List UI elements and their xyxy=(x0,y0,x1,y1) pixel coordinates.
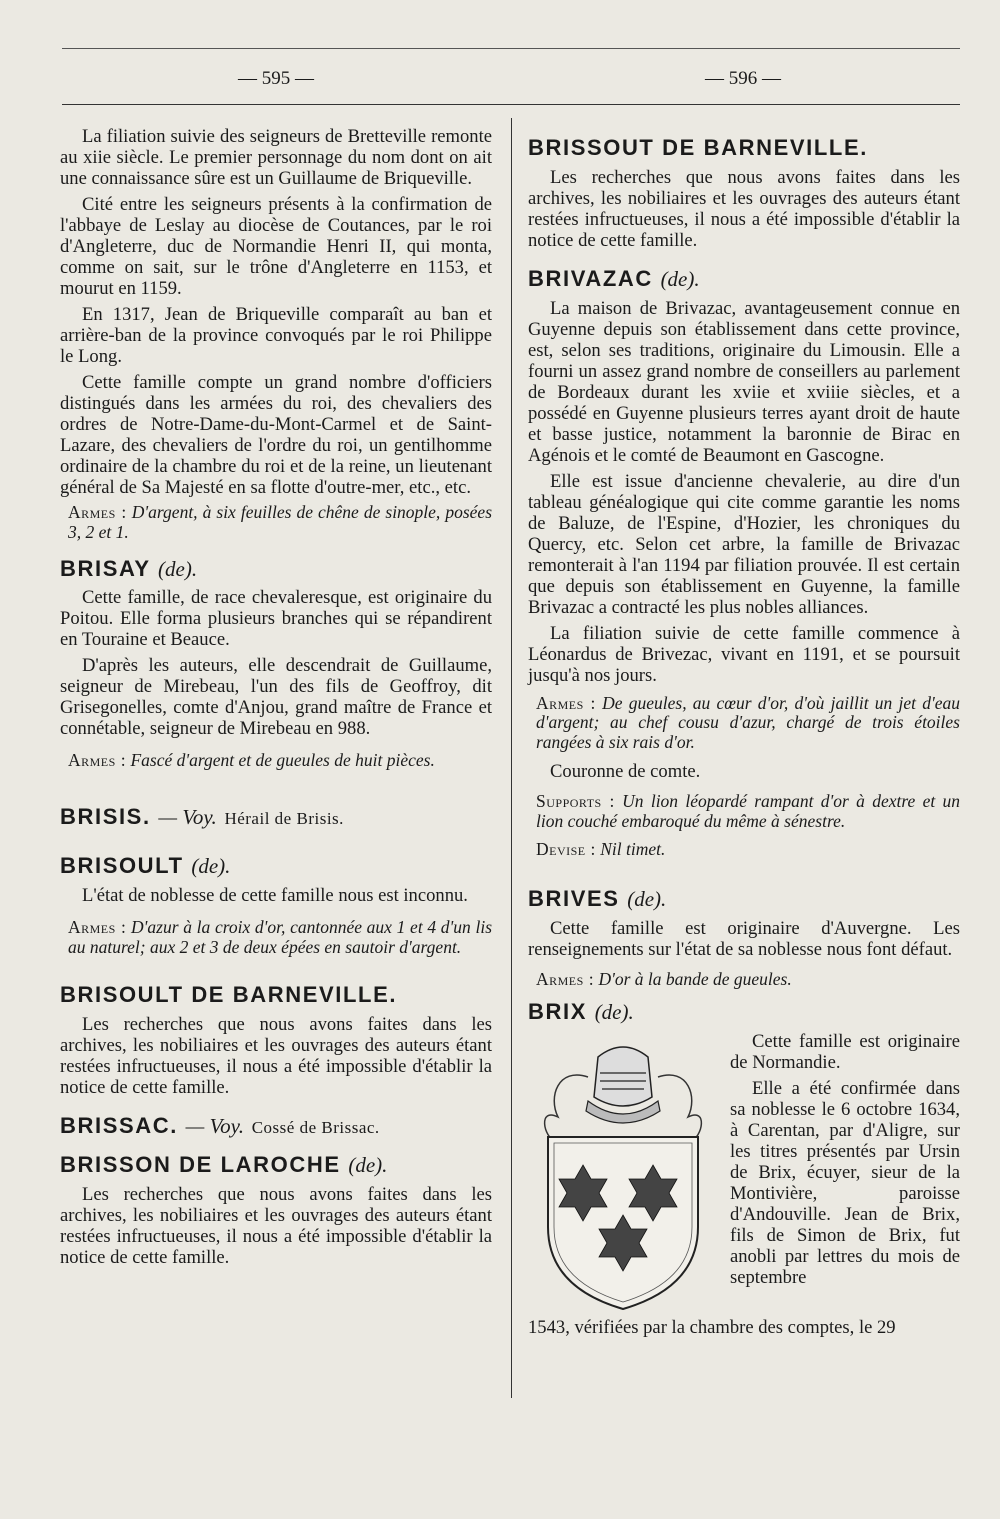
arms-label: Armes : xyxy=(68,916,127,937)
paragraph: Cette famille, de race chevaleresque, est originaire du Poitou. Elle forma plusieurs branches qui se répandirent en Touraine et Beauce. xyxy=(60,587,492,651)
entry-heading-brissac: BRISSAC. — Voy. Cossé de Brissac. xyxy=(60,1113,380,1139)
paragraph: La maison de Brivazac, avantageusement connue en Guyenne depuis son établissement dans cette province, est, selon ses traditions, originaire du Limousin. Elle a fourni un assez grand nombre de conseillers au parlement de Bordeaux durant les xviie et xviiie siècles, et a possédé en Guyenne plusieurs terres ayant droit de haute et basse justice, notamment la baronnie de Birac en Agénois et le comté de Beaumont en Gascogne. xyxy=(528,297,960,466)
paragraph: L'état de noblesse de cette famille nous est inconnu. xyxy=(82,884,468,906)
paragraph: Cette famille compte un grand nombre d'officiers distingués dans les armées du roi, des chevaliers des ordres de Notre-Dame-du-Mont-Carmel et de Saint-Lazare, des chevaliers de l'ordre du roi, un gentilhomme ordinaire de la chambre du roi et de la reine, un lieutenant général de Sa Majesté en sa flotte d'outre-mer, etc., etc. xyxy=(60,372,492,498)
arms-text: D'azur à la croix d'or, cantonnée aux 1 et 4 d'un lis au naturel; aux 2 et 3 de deux épées en sautoir d'argent. xyxy=(68,916,493,957)
page-number-right: — 596 — xyxy=(705,68,781,89)
paragraph: Cité entre les seigneurs présents à la confirmation de l'abbaye de Leslay au diocèse de Coutances, par le roi d'Angleterre, duc de Normandie Henri II, qui monta, comme on sait, sur le trône d'Angleterre en 1153, et mourut en 1159. xyxy=(60,194,492,299)
arms-text: De gueules, au cœur d'or, d'où jaillit un jet d'eau d'argent; au chef cousu d'azur, chargé de trois étoiles rangées à six rais d'or. xyxy=(536,692,960,753)
entry-heading-brix: BRIX (de). xyxy=(528,998,634,1024)
entry-heading-brives: BRIVES (de). xyxy=(528,886,667,912)
arms-line xyxy=(528,694,960,753)
paragraph: Les recherches que nous avons faites dans les archives, les nobiliaires et les ouvrages des auteurs étant restées infructueuses, il nous a été impossible d'établir la notice de cette famille. xyxy=(60,1183,492,1268)
arms-line xyxy=(60,918,492,958)
header-rule xyxy=(62,104,960,105)
arms-line xyxy=(60,751,492,771)
entry-heading-brissout: BRISSOUT DE BARNEVILLE. xyxy=(528,135,868,160)
motto-label: Devise : xyxy=(536,838,596,859)
entry-heading-brisson: BRISSON DE LAROCHE (de). xyxy=(60,1152,388,1178)
motto-text: Nil timet. xyxy=(600,838,666,859)
entry-heading-brisay: BRISAY (de). xyxy=(60,555,198,581)
entry-heading-brisoult: BRISOULT (de). xyxy=(60,853,231,879)
paragraph: Cette famille est originaire d'Auvergne. Les renseignements sur l'état de sa noblesse nous font défaut. xyxy=(528,918,960,961)
arms-line xyxy=(60,503,492,543)
supports-text: Un lion léopardé rampant d'or à dextre et un lion couché embaroqué du même à sénestre. xyxy=(536,791,960,831)
arms-label: Armes : xyxy=(536,692,596,713)
paragraph: Cette famille est originaire de Normandie. xyxy=(730,1030,960,1073)
arms-text: Fascé d'argent et de gueules de huit pièces. xyxy=(130,750,435,771)
motto-line xyxy=(528,840,960,860)
paragraph: Les recherches que nous avons faites dans les archives, les nobiliaires et les ouvrages des auteurs étant restées infructueuses, il nous a été impossible d'établir la notice de cette famille. xyxy=(60,1014,492,1099)
supports-line xyxy=(528,792,960,832)
paragraph: La filiation suivie de cette famille commence à Léonardus de Brivezac, vivant en 1191, et se poursuit jusqu'à nos jours. xyxy=(528,622,960,686)
brix-entry xyxy=(528,1031,960,1343)
arms-line xyxy=(528,970,960,990)
arms-label: Armes : xyxy=(536,969,595,990)
supports-label: Supports : xyxy=(536,791,615,812)
top-rule xyxy=(62,48,960,49)
column-divider xyxy=(511,118,512,1398)
paragraph: Elle a été confirmée dans sa noblesse le 6 octobre 1634, à Carentan, par d'Aligre, sur les titres présentés par Ursin de Brix, écuyer, sieur de la Montivière, paroisse d'Andouville. Jean de Brix, fils de Simon de Brix, fut anobli par lettres du mois de septembre xyxy=(730,1077,960,1288)
paragraph: En 1317, Jean de Briqueville comparaît au ban et arrière-ban de la province convoqués par le roi Philippe le Long. xyxy=(60,304,492,367)
coat-of-arms-illustration xyxy=(528,1037,718,1317)
arms-text: D'or à la bande de gueules. xyxy=(598,969,792,990)
arms-label: Armes : xyxy=(68,502,127,522)
paragraph: Elle est issue d'ancienne chevalerie, au dire d'un tableau généalogique qui cite comme garantie les noms de Baluze, de l'Espine, d'Hozier, les chroniques du Quercy, etc. Selon cet arbre, la famille de Brivazac remonterait à l'an 1194 par filiation prouvée. Il est certain que depuis son établissement en Guyenne, la famille Brivazac a contracté les plus nobles alliances. xyxy=(528,470,960,618)
crown-line: Couronne de comte. xyxy=(550,761,701,783)
entry-heading-brisis: BRISIS. — Voy. Hérail de Brisis. xyxy=(60,804,344,830)
entry-heading-brivazac: BRIVAZAC (de). xyxy=(528,265,700,291)
right-column xyxy=(528,126,960,1343)
paragraph: D'après les auteurs, elle descendrait de Guillaume, seigneur de Mirebeau, l'un des fils de Geoffroy, dit Grisegonelles, comte d'Anjou, grand maître de France et connétable, seigneur de Mirebeau en 988. xyxy=(60,655,492,740)
arms-label: Armes : xyxy=(68,750,127,771)
paragraph: 1543, vérifiées par la chambre des comptes, le 29 xyxy=(528,1316,896,1338)
entry-heading-brisoult-barneville: BRISOULT DE BARNEVILLE. xyxy=(60,982,398,1008)
arms-text: D'argent, à six feuilles de chêne de sinople, posées 3, 2 et 1. xyxy=(68,502,493,542)
left-column xyxy=(60,126,492,1273)
paragraph: Les recherches que nous avons faites dans les archives, les nobiliaires et les ouvrages des auteurs étant restées infructueuses, il nous a été impossible d'établir la notice de cette famille. xyxy=(528,166,960,251)
paragraph: La filiation suivie des seigneurs de Bretteville remonte au xiie siècle. Le premier personnage du nom dont on ait une connaissance sûre est un Guillaume de Briqueville. xyxy=(60,126,492,189)
page-number-left: — 595 — xyxy=(238,68,314,89)
